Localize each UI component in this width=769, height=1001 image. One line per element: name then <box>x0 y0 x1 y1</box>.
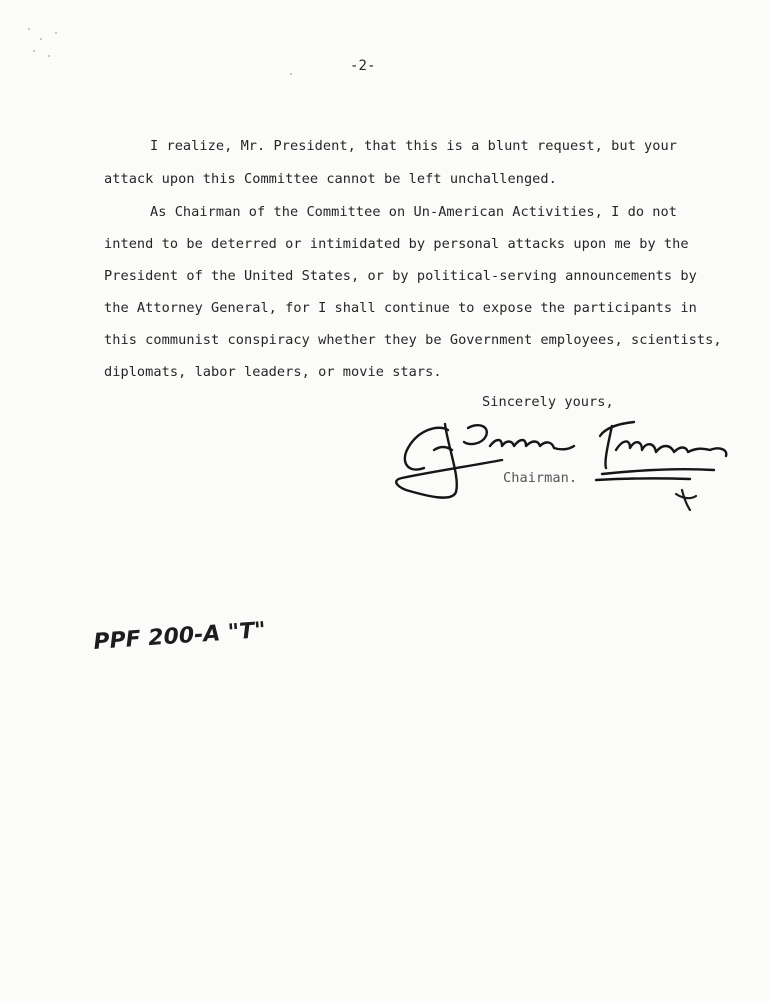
body-line-6: the Attorney General, for I shall continue to expose the participants in <box>104 300 697 316</box>
handwritten-x-mark <box>672 488 700 514</box>
closing: Sincerely yours, <box>482 394 614 410</box>
signature-title: Chairman. <box>503 470 578 486</box>
body-line-1: I realize, Mr. President, that this is a blunt request, but your <box>150 138 677 154</box>
body-line-7: this communist conspiracy whether they be Government employees, scientists, <box>104 332 722 348</box>
paper-speck <box>290 73 292 75</box>
paper-speck <box>55 32 57 34</box>
body-line-2: attack upon this Committee cannot be left unchallenged. <box>104 171 557 187</box>
handwritten-file-code <box>92 605 292 663</box>
svg-text:X: X <box>672 489 673 490</box>
paper-speck <box>40 38 42 40</box>
body-line-4: intend to be deterred or intimidated by personal attacks upon me by the <box>104 236 689 252</box>
body-line-3: As Chairman of the Committee on Un-American Activities, I do not <box>150 204 677 220</box>
svg-text:PPF 200-A "T": PPF 200-A "T" <box>92 618 267 655</box>
body-line-8: diplomats, labor leaders, or movie stars. <box>104 364 442 380</box>
paper-speck <box>48 55 50 57</box>
signature-name: J. Parnell Thomas <box>390 403 399 404</box>
body-line-5: President of the United States, or by political-serving announcements by <box>104 268 697 284</box>
page-number: -2- <box>350 58 376 74</box>
paper-speck <box>28 28 30 30</box>
paper-speck <box>33 50 35 52</box>
